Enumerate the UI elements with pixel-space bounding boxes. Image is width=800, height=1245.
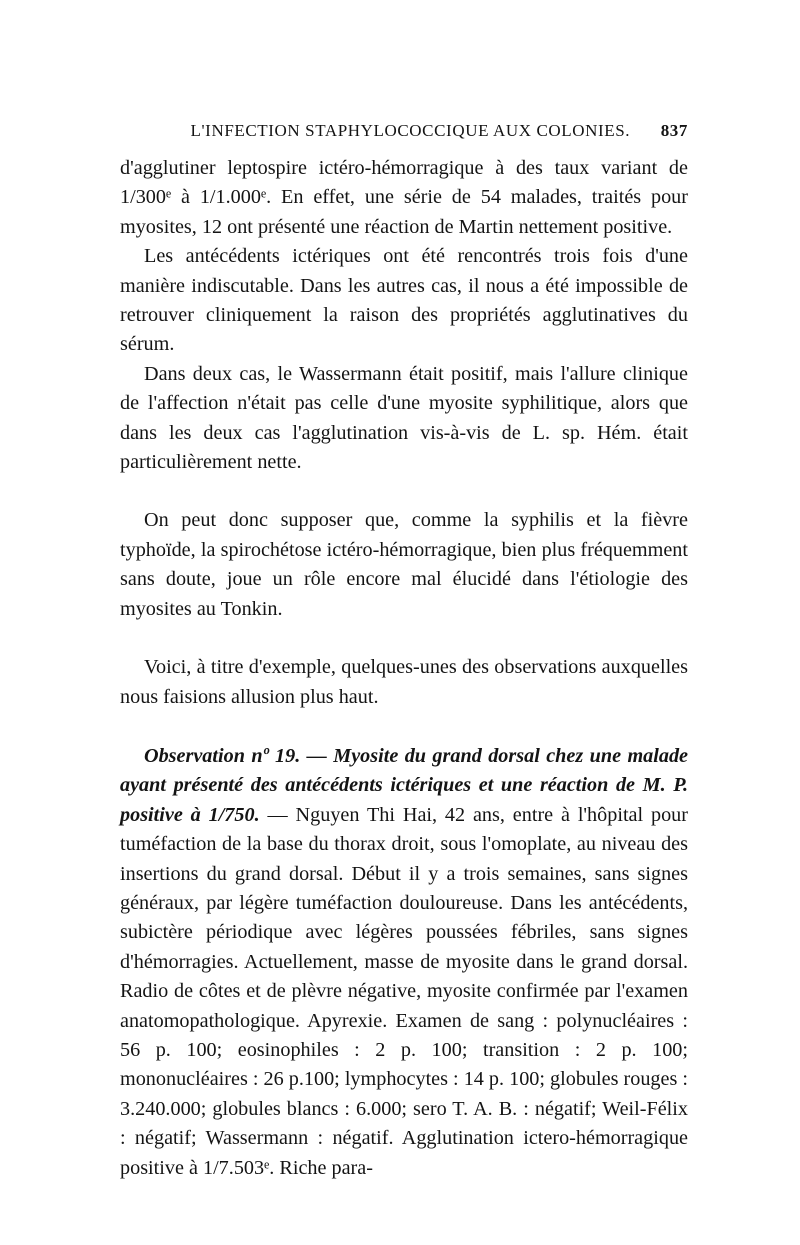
paragraph-2: Les antécédents ictériques ont été rencontrés trois fois d'une manière indiscutable. Dans les autres cas, il nous a été impossible de retrouver cliniquement la raison des propriétés agglutinatives du sérum. (120, 245, 688, 356)
page-number: 837 (660, 121, 688, 140)
page (120, 118, 688, 1183)
paragraph-3: Dans deux cas, le Wassermann était positif, mais l'allure clinique de l'affection n'était pas celle d'une myosite syphilitique, alors que dans les deux cas l'agglutination vis-à-vis de L. sp. Hém. était particulièrement nette. (120, 362, 688, 474)
paragraph-1: d'agglutiner leptospire ictéro-hémorragique à des taux variant de 1/300ᵉ à 1/1.000ᵉ. En effet, une série de 54 malades, traités pour myosites, 12 ont présenté une réaction de Martin nettement positive. (120, 157, 688, 238)
running-head (120, 118, 688, 144)
paragraph-5: Voici, à titre d'exemple, quelques-unes des observations auxquelles nous faisions allusion plus haut. (120, 656, 688, 708)
observation-paragraph (120, 742, 688, 1183)
observation-body: — Nguyen Thi Hai, 42 ans, entre à l'hôpital pour tuméfaction de la base du thorax droit, sous l'omoplate, au niveau des insertions du grand dorsal. Début il y a trois semaines, sans signes généraux, par légère tuméfaction douloureuse. Dans les antécédents, subictère périodique avec légères poussées fébriles, sans signes d'hémorragies. Actuellement, masse de myosite dans le grand dorsal. Radio de côtes et de plèvre négative, myosite confirmée par l'examen anatomopathologique. Apyrexie. Examen de sang : polynucléaires : 56 p. 100; eosinophiles : 2 p. 100; transition : 2 p. 100; mononucléaires : 26 p.100; lymphocytes : 14 p. 100; globules rouges : 3.240.000; globules blancs : 6.000; sero T. A. B. : négatif; Weil-Félix : négatif; Wassermann : négatif. Agglutination ictero-hémorragique positive à 1/7.503ᵉ. Riche para- (120, 803, 688, 1179)
paragraph-4: On peut donc supposer que, comme la syphilis et la fièvre typhoïde, la spirochétose ictéro-hémorragique, bien plus fréquemment sans doute, joue un rôle encore mal élucidé dans l'étiologie des myosites au Tonkin. (120, 509, 688, 620)
running-title: L'INFECTION STAPHYLOCOCCIQUE AUX COLONIES. (190, 121, 631, 140)
observation-title: Observation nº 19. — Myosite du grand dorsal chez une malade ayant présenté des antécédents ictériques et une réaction de M. P. positive à 1/750. (120, 744, 688, 826)
